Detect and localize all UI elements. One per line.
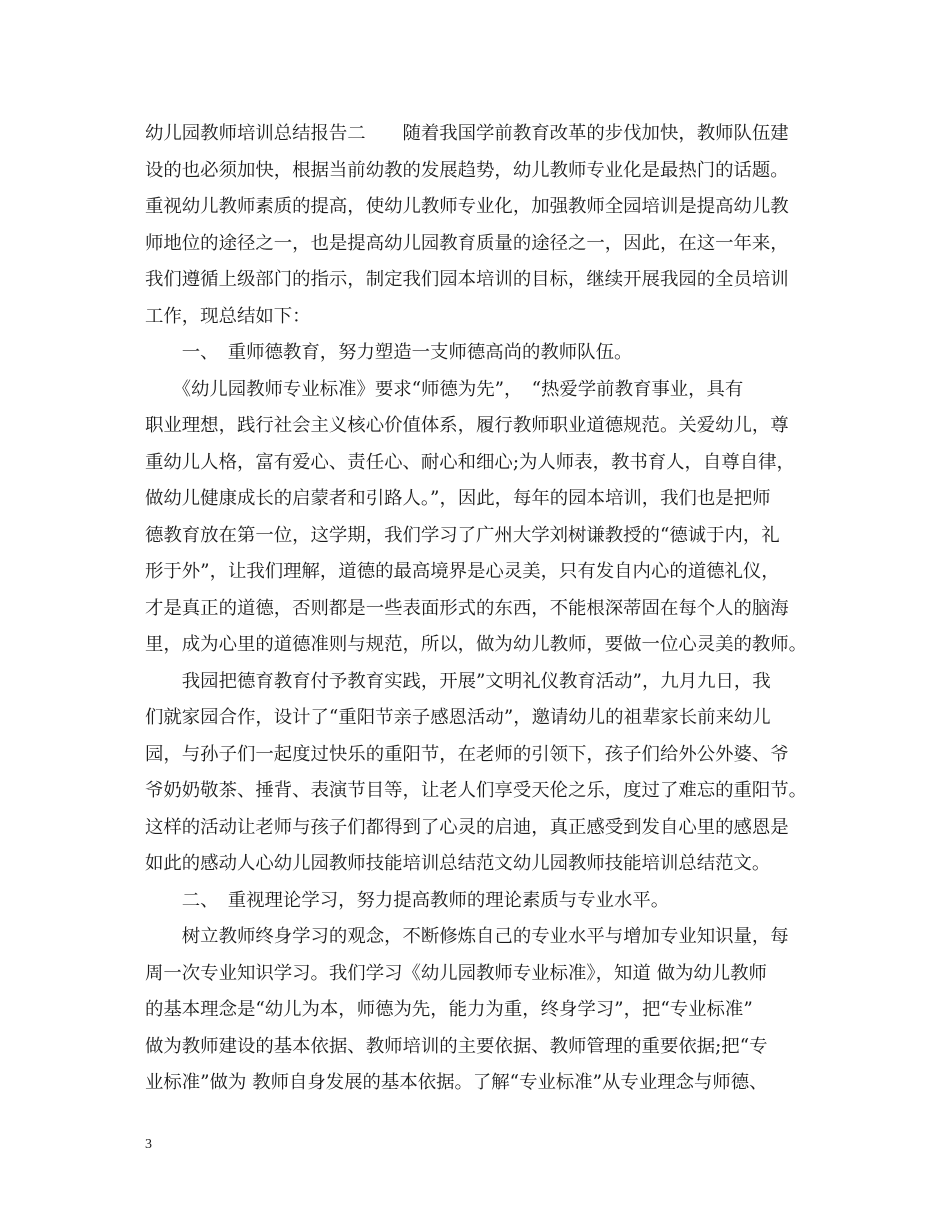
page-number: 3	[145, 1137, 152, 1152]
text-line: 爷奶奶敬茶、捶背、表演节目等，让老人们享受天伦之乐，度过了难忘的重阳节。	[145, 780, 808, 801]
text-line: 重幼儿人格，富有爱心、责任心、耐心和细心;为人师表，教书育人，自尊自律，	[145, 451, 795, 473]
text-line: 做为教师建设的基本依据、教师培训的主要依据、教师管理的重要依据;把“专	[145, 1035, 768, 1057]
text-line: 才是真正的道德，否则都是一些表面形式的东西，不能根深蒂固在每个人的脑海	[145, 597, 789, 619]
text-line: 重视幼儿教师素质的提高，使幼儿教师专业化，加强教师全园培训是提高幼儿教	[145, 196, 789, 217]
document-body	[145, 116, 815, 1102]
text-line: 如此的感动人心幼儿园教师技能培训总结范文幼儿园教师技能培训总结范文。	[145, 853, 771, 874]
text-line: 园，与孙子们一起度过快乐的重阳节，在老师的引领下，孩子们给外公外婆、爷	[145, 743, 789, 765]
text-line: 幼儿园教师培训总结报告二 随着我国学前教育改革的步伐加快，教师队伍建	[145, 123, 789, 144]
text-line: 我们遵循上级部门的指示，制定我们园本培训的目标，继续开展我园的全员培训	[145, 269, 789, 290]
section-heading-1: 一、 重师德教育，努力塑造一支师德高尚的教师队伍。	[145, 342, 633, 363]
section-heading-2: 二、 重视理论学习，努力提高教师的理论素质与专业水平。	[145, 889, 670, 911]
text-line: 做幼儿健康成长的启蒙者和引路人。”，因此，每年的园本培训，我们也是把师	[145, 488, 771, 509]
text-line: 工作，现总结如下：	[145, 305, 311, 327]
text-line: 德教育放在第一位，这学期，我们学习了广州大学刘树谦教授的“德诚于内，礼	[145, 524, 780, 546]
text-line: 形于外”，让我们理解，道德的最高境界是心灵美，只有发自内心的道德礼仪，	[145, 561, 780, 582]
text-line: 业标准”做为 教师自身发展的基本依据。了解“专业标准”从专业理念与师德、	[145, 1072, 768, 1093]
text-line: 周一次专业知识学习。我们学习《幼儿园教师专业标准》，知道 做为幼儿教师	[145, 962, 767, 984]
text-line: 的基本理念是“幼儿为本，师德为先，能力为重，终身学习”，把“专业标准”	[145, 999, 753, 1020]
text-line: 师地位的途径之一，也是提高幼儿园教育质量的途径之一，因此，在这一年来，	[145, 232, 789, 254]
text-line: 们就家园合作，设计了“重阳节亲子感恩活动”，邀请幼儿的祖辈家长前来幼儿	[145, 707, 771, 728]
text-line: 树立教师终身学习的观念，不断修炼自己的专业水平与增加专业知识量，每	[145, 926, 789, 947]
text-line: 设的也必须加快，根据当前幼教的发展趋势，幼儿教师专业化是最热门的话题。	[145, 159, 789, 181]
text-line: 这样的活动让老师与孩子们都得到了心灵的启迪，真正感受到发自心里的感恩是	[145, 816, 789, 838]
text-line: 职业理想，践行社会主义核心价值体系，履行教师职业道德规范。关爱幼儿，尊	[145, 415, 789, 436]
text-line: 《幼儿园教师专业标准》要求“师德为先”， “热爱学前教育事业，具有	[145, 378, 744, 400]
text-line: 里，成为心里的道德准则与规范，所以，做为幼儿教师，要做一位心灵美的教师。	[145, 634, 808, 655]
text-line: 我园把德育教育付予教育实践，开展”文明礼仪教育活动”，九月九日，我	[145, 670, 771, 692]
